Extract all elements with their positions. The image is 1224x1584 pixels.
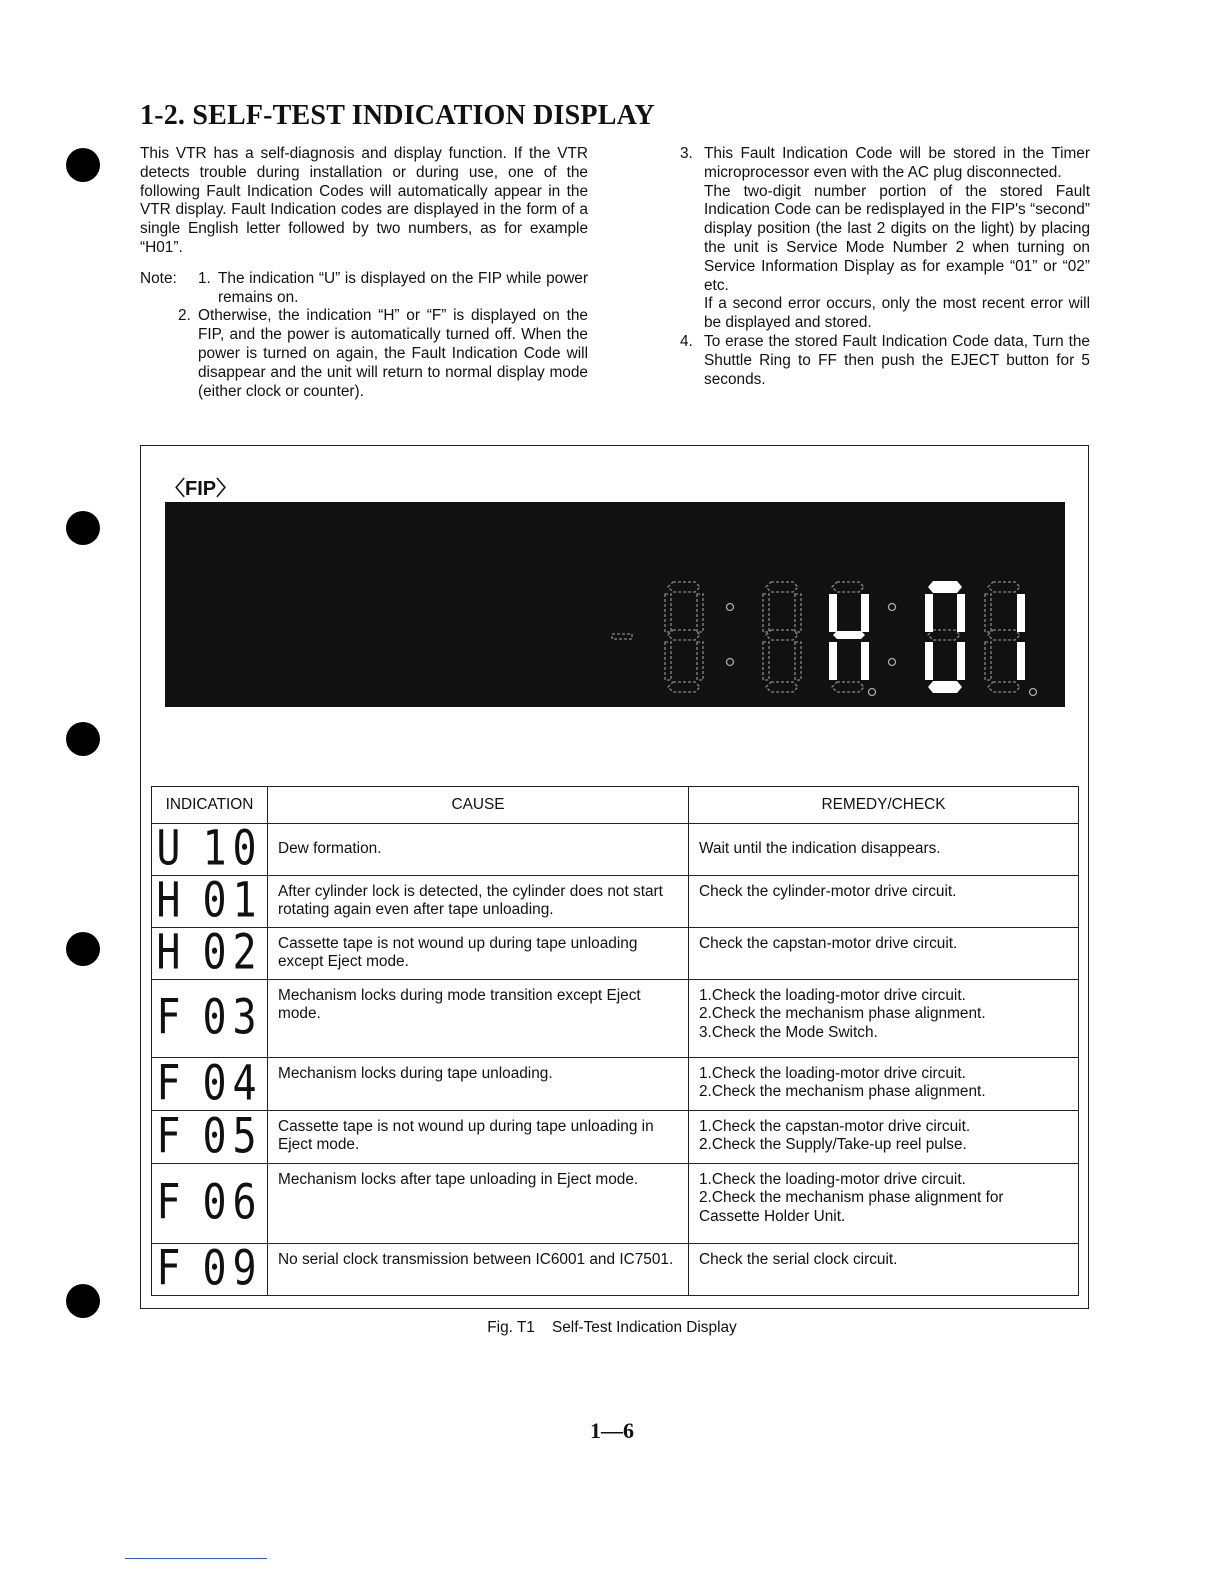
remedy-cell: Check the capstan-motor drive circuit. xyxy=(689,927,1079,979)
remedy-item: 1.Check the loading-motor drive circuit. xyxy=(699,1064,966,1082)
code-letter: F xyxy=(156,1175,187,1231)
indication-cell xyxy=(152,875,268,927)
cause-cell: No serial clock transmission between IC6001 and IC7501. xyxy=(268,1243,689,1295)
page-number: 1—6 xyxy=(590,1418,634,1443)
figure-caption: Fig. T1 Self-Test Indication Display xyxy=(487,1319,737,1336)
code-letter: H xyxy=(156,925,187,981)
note-label: Note: xyxy=(140,269,177,287)
code-letter: H xyxy=(156,873,187,929)
cause-cell: Cassette tape is not wound up during tape unloading in Eject mode. xyxy=(268,1110,689,1163)
figure-box xyxy=(140,445,1089,1309)
remedy-cell xyxy=(689,979,1079,1057)
section-title: 1-2. SELF-TEST INDICATION DISPLAY xyxy=(140,100,655,131)
punch-hole xyxy=(66,511,100,545)
notes xyxy=(140,270,588,402)
table-row xyxy=(152,927,1079,979)
note-text: Otherwise, the indication “H” or “F” is displayed on the FIP, and the power is automatically turned off. When the power is turned on again, the Fault Indication Code will disappear and the unit will return to normal display mode (either clock or counter). xyxy=(198,307,588,400)
table-row xyxy=(152,1110,1079,1163)
code-number: 02 xyxy=(202,925,263,981)
item-number: 4. xyxy=(680,332,693,350)
header-remedy: REMEDY/CHECK xyxy=(689,787,1079,824)
item-text: The two-digit number portion of the stored Fault Indication Code can be redisplayed in the FIP's “second” display position (the last 2 digits on the light) by placing the unit is Service Mode Number 2 when turning on Service Information Display as for example “01” or “02” etc. xyxy=(704,182,1090,294)
code-letter: F xyxy=(156,1055,187,1112)
indication-cell xyxy=(152,823,268,875)
note-1 xyxy=(140,270,588,308)
item-3 xyxy=(680,145,1090,333)
code-number: 04 xyxy=(202,1055,263,1112)
intro-paragraph: This VTR has a self-diagnosis and display function. If the VTR detects trouble during installation or during use, one of the following Fault Indication Codes will automatically appear in the VTR display. Fault Indication codes are displayed in the form of a single English letter followed by two numbers, as for example “H01”. xyxy=(140,145,588,256)
fip-segments xyxy=(165,502,1065,707)
code-letter: F xyxy=(156,990,187,1046)
code-number: 05 xyxy=(202,1108,263,1165)
remedy-cell xyxy=(689,1057,1079,1110)
indication-cell xyxy=(152,1110,268,1163)
table-row xyxy=(152,979,1079,1057)
punch-hole xyxy=(66,722,100,756)
indication-cell xyxy=(152,1163,268,1243)
cause-cell: Dew formation. xyxy=(268,823,689,875)
remedy-item: 2.Check the mechanism phase alignment. xyxy=(699,1083,986,1101)
remedy-cell: Check the cylinder-motor drive circuit. xyxy=(689,875,1079,927)
indication-cell xyxy=(152,927,268,979)
remedy-item: 2.Check the Supply/Take-up reel pulse. xyxy=(699,1136,967,1154)
header-cause: CAUSE xyxy=(268,787,689,824)
fault-table xyxy=(151,786,1079,1296)
code-letter: F xyxy=(156,1108,187,1165)
table-row xyxy=(152,1163,1079,1243)
note-2 xyxy=(140,307,588,401)
remedy-item: 3.Check the Mode Switch. xyxy=(699,1023,878,1041)
item-text: This Fault Indication Code will be stored in the Timer microprocessor even with the AC plug disconnected. xyxy=(704,145,1090,181)
cause-cell: Mechanism locks after tape unloading in Eject mode. xyxy=(268,1163,689,1243)
indication-cell xyxy=(152,1243,268,1295)
indication-cell xyxy=(152,979,268,1057)
code-number: 01 xyxy=(202,873,263,929)
punch-hole xyxy=(66,1284,100,1318)
note-number: 1. xyxy=(198,269,211,287)
remedy-cell xyxy=(689,1163,1079,1243)
table-row xyxy=(152,823,1079,875)
item-text: To erase the stored Fault Indication Code data, Turn the Shuttle Ring to FF then push the EJECT button for 5 seconds. xyxy=(704,332,1090,388)
code-number: 10 xyxy=(202,821,263,877)
item-text: If a second error occurs, only the most recent error will be displayed and stored. xyxy=(704,295,1090,332)
fip-label: 〈FIP〉 xyxy=(165,478,237,500)
table-row xyxy=(152,1057,1079,1110)
remedy-cell xyxy=(689,1110,1079,1163)
code-number: 06 xyxy=(202,1175,263,1231)
remedy-cell: Check the serial clock circuit. xyxy=(689,1243,1079,1295)
footer-rule xyxy=(125,1558,267,1559)
right-column xyxy=(680,145,1090,389)
remedy-item: 2.Check the mechanism phase alignment for Cassette Holder Unit. xyxy=(699,1189,1004,1225)
code-letter: U xyxy=(156,821,187,877)
code-letter: F xyxy=(156,1241,187,1297)
remedy-cell: Wait until the indication disappears. xyxy=(689,823,1079,875)
item-number: 3. xyxy=(680,145,693,162)
code-number: 09 xyxy=(202,1241,263,1297)
table-header-row xyxy=(152,787,1079,824)
cause-cell: Mechanism locks during mode transition except Eject mode. xyxy=(268,979,689,1057)
remedy-item: 2.Check the mechanism phase alignment. xyxy=(699,1005,986,1023)
cause-cell: Cassette tape is not wound up during tape unloading except Eject mode. xyxy=(268,927,689,979)
note-number: 2. xyxy=(178,307,191,325)
cause-cell: After cylinder lock is detected, the cylinder does not start rotating again even after tape unloading. xyxy=(268,875,689,927)
note-text: The indication “U” is displayed on the FIP while power remains on. xyxy=(218,269,588,306)
remedy-item: 1.Check the loading-motor drive circuit. xyxy=(699,1170,966,1188)
header-indication: INDICATION xyxy=(152,787,268,824)
fip-display xyxy=(165,502,1065,707)
code-number: 03 xyxy=(202,990,263,1046)
cause-cell: Mechanism locks during tape unloading. xyxy=(268,1057,689,1110)
item-4 xyxy=(680,333,1090,389)
punch-hole xyxy=(66,932,100,966)
indication-cell xyxy=(152,1057,268,1110)
table-row xyxy=(152,1243,1079,1295)
remedy-item: 1.Check the loading-motor drive circuit. xyxy=(699,986,966,1004)
remedy-item: 1.Check the capstan-motor drive circuit. xyxy=(699,1117,971,1135)
table-row xyxy=(152,875,1079,927)
punch-hole xyxy=(66,148,100,182)
left-column xyxy=(140,145,588,401)
